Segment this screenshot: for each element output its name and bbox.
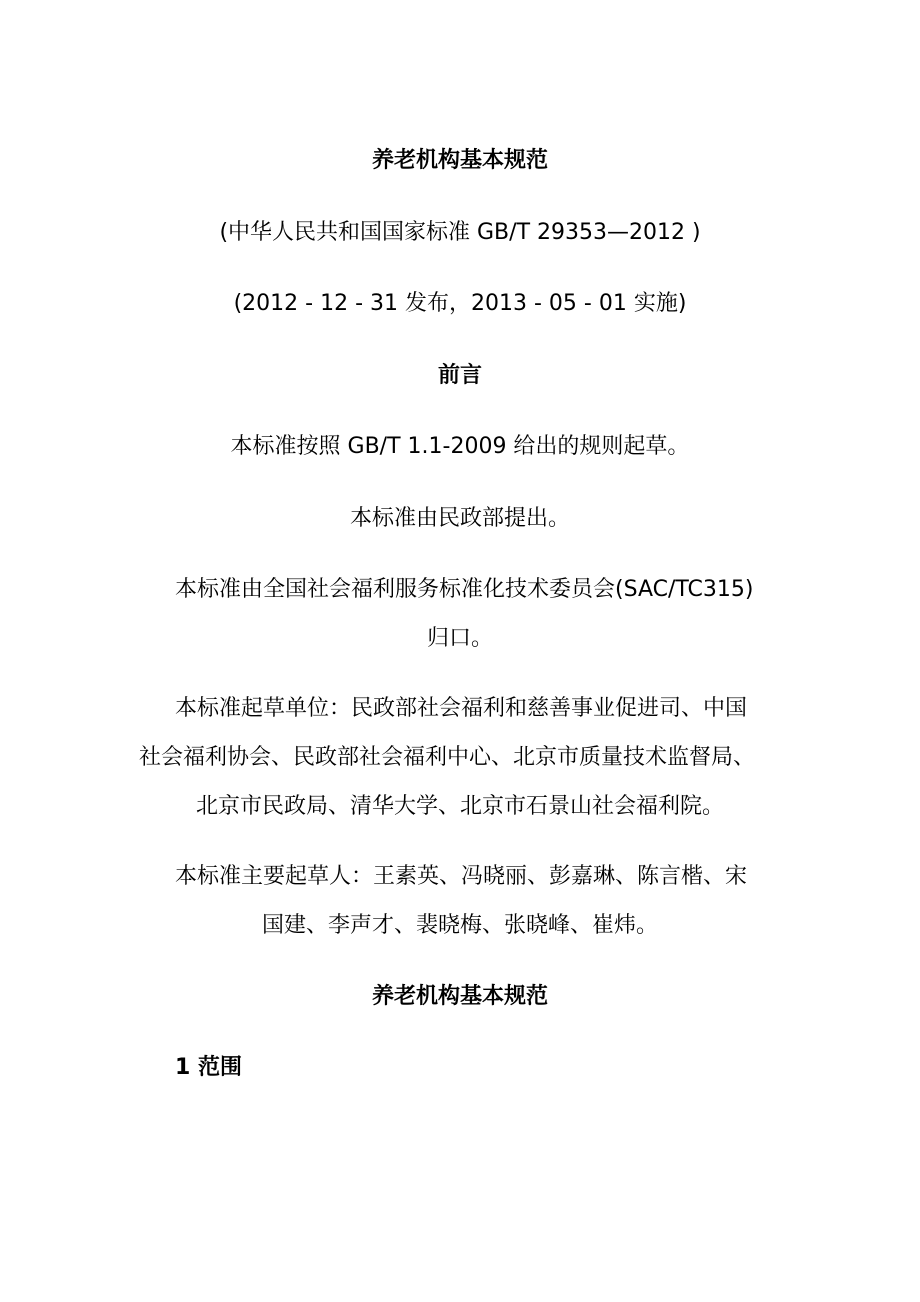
preface-paragraph-drafting-units-line2: 社会福利协会、民政部社会福利中心、北京市质量技术监督局、 — [139, 745, 756, 770]
publish-dates: (2012 - 12 - 31 发布，2013 - 05 - 01 实施) — [233, 291, 687, 316]
document-title: 养老机构基本规范 — [371, 148, 548, 173]
preface-paragraph-committee-line1: 本标准由全国社会福利服务标准化技术委员会(SAC/TC315) — [175, 577, 754, 602]
body-title: 养老机构基本规范 — [371, 984, 548, 1009]
preface-paragraph-proposer: 本标准由民政部提出。 — [349, 506, 570, 531]
section-heading-scope: 1 范围 — [175, 1055, 242, 1080]
preface-paragraph-drafters-line2: 国建、李声才、裴晓梅、张晓峰、崔炜。 — [261, 913, 658, 938]
preface-paragraph-drafting-rules: 本标准按照 GB/T 1.1-2009 给出的规则起草。 — [230, 434, 690, 459]
standard-reference: (中华人民共和国国家标准 GB/T 29353—2012 ) — [219, 220, 701, 245]
preface-paragraph-committee-line2: 归口。 — [426, 626, 493, 651]
preface-paragraph-drafting-units-line1: 本标准起草单位：民政部社会福利和慈善事业促进司、中国 — [175, 696, 748, 721]
preface-heading: 前言 — [437, 363, 482, 388]
preface-paragraph-drafters-line1: 本标准主要起草人：王素英、冯晓丽、彭嘉琳、陈言楷、宋 — [175, 864, 748, 889]
preface-paragraph-drafting-units-line3: 北京市民政局、清华大学、北京市石景山社会福利院。 — [195, 794, 724, 819]
